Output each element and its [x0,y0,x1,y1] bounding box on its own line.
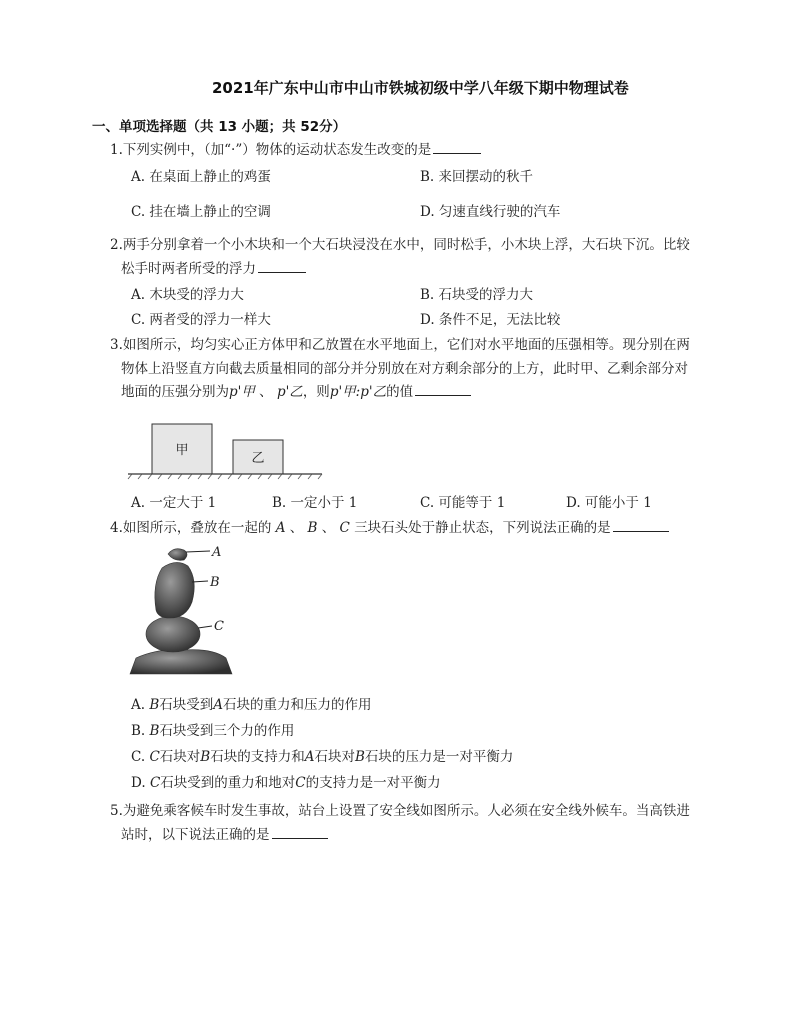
stone-a [168,549,187,561]
answer-blank [258,260,306,273]
question-stem-line2: 站时，以下说法正确的是 [121,827,270,843]
option-a: A. 一定大于 1 [131,495,217,511]
option-a: A. 在桌面上静止的鸡蛋 [131,169,271,185]
pressure-yi: p'乙 [276,384,303,400]
option-d: D. 条件不足，无法比较 [420,312,561,328]
option-a: A. B石块受到A石块的重力和压力的作用 [131,697,372,713]
section-heading: 一、单项选择题（共 13 小题；共 52分） [92,119,347,135]
ground-hatch [128,474,322,479]
question-stem: 下列实例中，（加“·”）物体的运动状态发生改变的是 [122,142,432,158]
option-c: C. 挂在墙上静止的空调 [131,204,271,220]
option-c: C. 可能等于 1 [420,495,506,511]
option-c: C. 两者受的浮力一样大 [131,312,271,328]
pressure-jia: p'甲 [229,384,255,400]
answer-blank [433,141,481,154]
question-number: 5. [110,803,123,819]
question-5-line2 [121,825,328,845]
page-title: 2021年广东中山市中山市铁城初级中学八年级下期中物理试卷 [212,79,629,97]
option-b: B. B石块受到三个力的作用 [131,723,295,739]
answer-blank [272,826,328,839]
question-3-line3: 地面的压强分别为p'甲 、 p'乙，则p'甲:p'乙的值 [121,382,471,402]
stone-c [146,616,200,652]
option-d: D. 匀速直线行驶的汽车 [420,204,561,220]
question-stem-line2: 松手时两者所受的浮力 [121,261,256,277]
question-4: 4.如图所示，叠放在一起的 A 、 B 、 C 三块石头处于静止状态，下列说法正确的是 [110,518,669,538]
stones-figure [128,540,238,680]
pointer-a [186,551,210,552]
question-stem-line1: 为避免乘客候车时发生事故，站台上设置了安全线如图所示。人必须在安全线外候车。当高铁进 [122,803,690,819]
question-1 [110,140,481,160]
pointer-b [192,581,208,582]
question-3 [110,335,690,355]
label-a: A [212,545,222,560]
pressure-ratio: p'甲:p'乙 [329,384,387,400]
option-d: D. C石块受到的重力和地对C的支持力是一对平衡力 [131,775,441,791]
answer-blank [613,519,669,532]
question-5 [110,801,690,821]
option-b: B. 石块受的浮力大 [420,287,534,303]
question-2 [110,235,690,255]
question-stem-line1: 两手分别拿着一个小木块和一个大石块浸没在水中，同时松手，小木块上浮，大石块下沉。比较 [122,237,690,253]
label-b: B [210,575,220,590]
stone-b [155,562,194,618]
option-b: B. 一定小于 1 [272,495,358,511]
question-stem-line1: 如图所示，均匀实心正方体甲和乙放置在水平地面上，它们对水平地面的压强相等。现分别在两 [122,337,690,353]
ground-rock [130,650,232,674]
question-3-line2: 物体上沿竖直方向截去质量相同的部分并分别放在对方剩余部分的上方，此时甲、乙剩余部分对 [121,361,688,377]
option-d: D. 可能小于 1 [566,495,652,511]
option-c: C. C石块对B石块的支持力和A石块对B石块的压力是一对平衡力 [131,749,514,765]
question-number: 3. [110,337,123,353]
pointer-c [198,626,212,628]
option-b: B. 来回摆动的秋千 [420,169,534,185]
question-2-line2 [121,259,306,279]
answer-blank [415,383,471,396]
cubes-figure [126,420,326,480]
question-number: 4. [110,520,123,536]
label-yi: 乙 [251,451,265,466]
label-c: C [214,619,224,634]
label-jia: 甲 [175,443,189,458]
question-number: 2. [110,237,123,253]
option-a: A. 木块受的浮力大 [131,287,244,303]
question-number: 1. [110,142,123,158]
